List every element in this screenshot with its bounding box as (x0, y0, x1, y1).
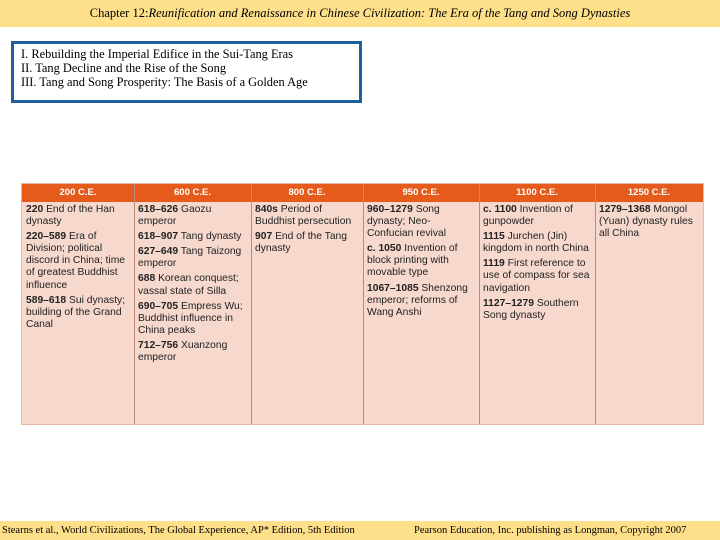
timeline-column (26, 204, 130, 424)
event-description: Shenzong emperor; reforms of Wang Anshi (367, 282, 468, 318)
outline-item: I. Rebuilding the Imperial Edifice in the Sui-Tang Eras (21, 47, 293, 61)
event-description: End of the Tang dynasty (255, 231, 348, 255)
timeline-event (367, 283, 475, 319)
footer-citation: Stearns et al., World Civilizations, The Global Experience, AP* Edition, 5th Edition (2, 525, 355, 536)
event-date: 220–589 (26, 231, 67, 243)
timeline-event (26, 204, 130, 228)
timeline-event (483, 204, 591, 228)
event-date: 690–705 (138, 300, 179, 312)
timeline-event (599, 204, 699, 240)
timeline-event (483, 231, 591, 255)
event-date: 960–1279 (367, 204, 413, 215)
outline-item: II. Tang Decline and the Rise of the Song (21, 61, 227, 76)
event-description: Gaozu emperor (138, 204, 212, 228)
timeline-column (138, 204, 247, 424)
event-date: 220 (26, 204, 44, 215)
timeline-column (255, 204, 359, 424)
footer-copyright: Pearson Education, Inc. publishing as Longman, Copyright 2007 (414, 525, 687, 536)
event-description: End of the Han dynasty (26, 204, 115, 228)
timeline-event (138, 204, 247, 228)
event-description: Southern Song dynasty (483, 297, 579, 321)
timeline-column (599, 204, 699, 424)
timeline-event (483, 258, 591, 294)
event-date: 907 (255, 231, 273, 243)
timeline-event (26, 295, 130, 331)
timeline-event (255, 204, 359, 228)
chapter-subtitle: Reunification and Renaissance in Chinese Civilization: The Era of the Tang and Song Dynasties (148, 6, 631, 20)
timeline-event (138, 246, 247, 270)
event-description: Period of Buddhist persecution (255, 204, 352, 228)
event-date: 688 (138, 273, 156, 285)
timeline-column (367, 204, 475, 424)
event-description: Jurchen (Jin) kingdom in north China (483, 231, 589, 255)
event-description: Sui dynasty; building of the Grand Canal (26, 294, 126, 330)
timeline-event (138, 231, 247, 243)
event-date: 589–618 (26, 294, 67, 306)
timeline-event (483, 298, 591, 322)
timeline-column (483, 204, 591, 424)
timeline-event (367, 243, 475, 279)
event-description: Tang Taizong emperor (138, 246, 242, 270)
event-date: 627–649 (138, 246, 179, 258)
event-date: c. 1100 (483, 204, 517, 215)
timeline-column-header: 200 C.E. (59, 187, 97, 198)
event-description: Invention of gunpowder (483, 204, 573, 228)
timeline-column-header: 1100 C.E. (516, 187, 558, 198)
column-divider (134, 184, 135, 424)
event-description: Korean conquest; vassal state of Silla (138, 273, 239, 297)
timeline-event (138, 273, 247, 297)
event-date: 1067–1085 (367, 282, 419, 294)
event-date: 712–756 (138, 339, 179, 351)
outline-item: III. Tang and Song Prosperity: The Basis of a Golden Age (21, 75, 308, 90)
event-date: 1115 (483, 231, 505, 243)
event-description: Invention of block printing with movable type (367, 243, 458, 279)
timeline-event (138, 301, 247, 337)
slide-title (0, 6, 720, 21)
event-description: First reference to use of compass for sea navigation (483, 258, 590, 294)
event-description: Empress Wu; Buddhist influence in China peaks (138, 300, 243, 336)
outline-box (11, 41, 362, 103)
event-description: Xuanzong emperor (138, 339, 228, 364)
timeline-event (255, 231, 359, 255)
column-divider (595, 184, 596, 424)
event-date: 1279–1368 (599, 204, 651, 215)
column-divider (479, 184, 480, 424)
timeline-column-header: 600 C.E. (174, 187, 211, 198)
column-divider (363, 184, 364, 424)
event-description: Era of Division; political discord in China; time of greatest Buddhist influence (26, 231, 126, 291)
event-date: 618–626 (138, 204, 179, 215)
timeline-event (26, 231, 130, 291)
event-date: 618–907 (138, 231, 179, 243)
event-date: 1119 (483, 258, 505, 270)
column-divider (251, 184, 252, 424)
timeline-column-header: 800 C.E. (288, 187, 326, 198)
event-description: Song dynasty; Neo-Confucian revival (367, 204, 446, 240)
title-bar (0, 0, 720, 27)
event-description: Mongol (Yuan) dynasty rules all China (599, 204, 693, 240)
event-date: 1127–1279 (483, 297, 534, 309)
event-description: Tang dynasty (180, 231, 242, 243)
event-date: c. 1050 (367, 243, 402, 255)
timeline-column-header: 1250 C.E. (627, 187, 671, 198)
event-date: 840s (255, 204, 278, 215)
footer-bar (0, 521, 720, 540)
timeline-table (21, 183, 704, 425)
timeline-event (138, 340, 247, 364)
timeline-column-header: 950 C.E. (402, 187, 440, 198)
timeline-event (367, 204, 475, 240)
chapter-label: Chapter 12: (89, 6, 149, 20)
